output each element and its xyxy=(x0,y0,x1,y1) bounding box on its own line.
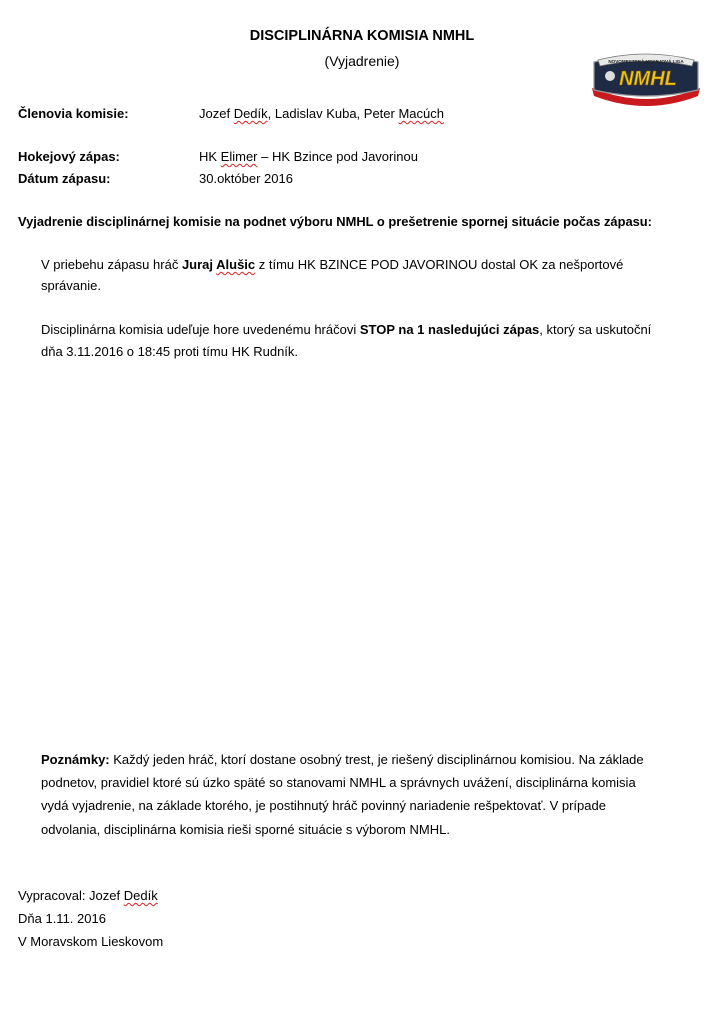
notes-line-1: Poznámky: Každý jeden hráč, ktorí dostane osobný trest, je riešený disciplinárnou komisiou. Na základe xyxy=(41,752,644,767)
document-subtitle: (Vyjadrenie) xyxy=(324,53,400,69)
notes-line-4: odvolania, disciplinárna komisia rieši sporné situácie s výborom NMHL. xyxy=(41,822,450,837)
match-value: HK Elimer – HK Bzince pod Javorinou xyxy=(199,149,418,164)
statement-heading: Vyjadrenie disciplinárnej komisie na podnet výboru NMHL o prešetrenie spornej situácie počas zápasu: xyxy=(18,214,652,229)
date-value: 30.október 2016 xyxy=(199,171,293,186)
signature-date: Dňa 1.11. 2016 xyxy=(18,911,106,926)
notes-label: Poznámky: xyxy=(41,752,110,767)
paragraph-2-line-1: Disciplinárna komisia udeľuje hore uvedenému hráčovi STOP na 1 nasledujúci zápas, ktorý sa uskutoční xyxy=(41,322,652,337)
match-label: Hokejový zápas: xyxy=(18,149,120,164)
logo-mark-text: NMHL xyxy=(619,68,677,90)
notes-line-3: vydá vyjadrenie, na základe ktorého, je postihnutý hráč povinný nariadenie rešpektovať. V prípade xyxy=(41,798,606,813)
document-title: DISCIPLINÁRNA KOMISIA NMHL xyxy=(249,28,475,44)
notes-line-2: podnetov, pravidiel ktoré sú úzko späté so stanovami NMHL a správnych uvážení, disciplinárna komisia xyxy=(41,775,636,790)
logo-player-icon xyxy=(605,71,615,81)
paragraph-1-line-2: správanie. xyxy=(41,278,101,293)
logo-top-text: NOVOMESTSKÁ HOKEJOVÁ LIGA xyxy=(608,59,684,64)
prepared-by: Vypracoval: Jozef Dedík xyxy=(18,888,158,903)
members-label: Členovia komisie: xyxy=(18,106,129,121)
date-label: Dátum zápasu: xyxy=(18,171,111,186)
signature-place: V Moravskom Lieskovom xyxy=(18,934,164,949)
paragraph-2-line-2: dňa 3.11.2016 o 18:45 proti tímu HK Rudník. xyxy=(41,344,299,359)
members-value: Jozef Dedík, Ladislav Kuba, Peter Macúch xyxy=(199,106,444,121)
league-logo xyxy=(588,48,704,110)
paragraph-1-line-1: V priebehu zápasu hráč Juraj Alušic z tímu HK BZINCE POD JAVORINOU dostal OK za nešportové xyxy=(41,257,624,272)
